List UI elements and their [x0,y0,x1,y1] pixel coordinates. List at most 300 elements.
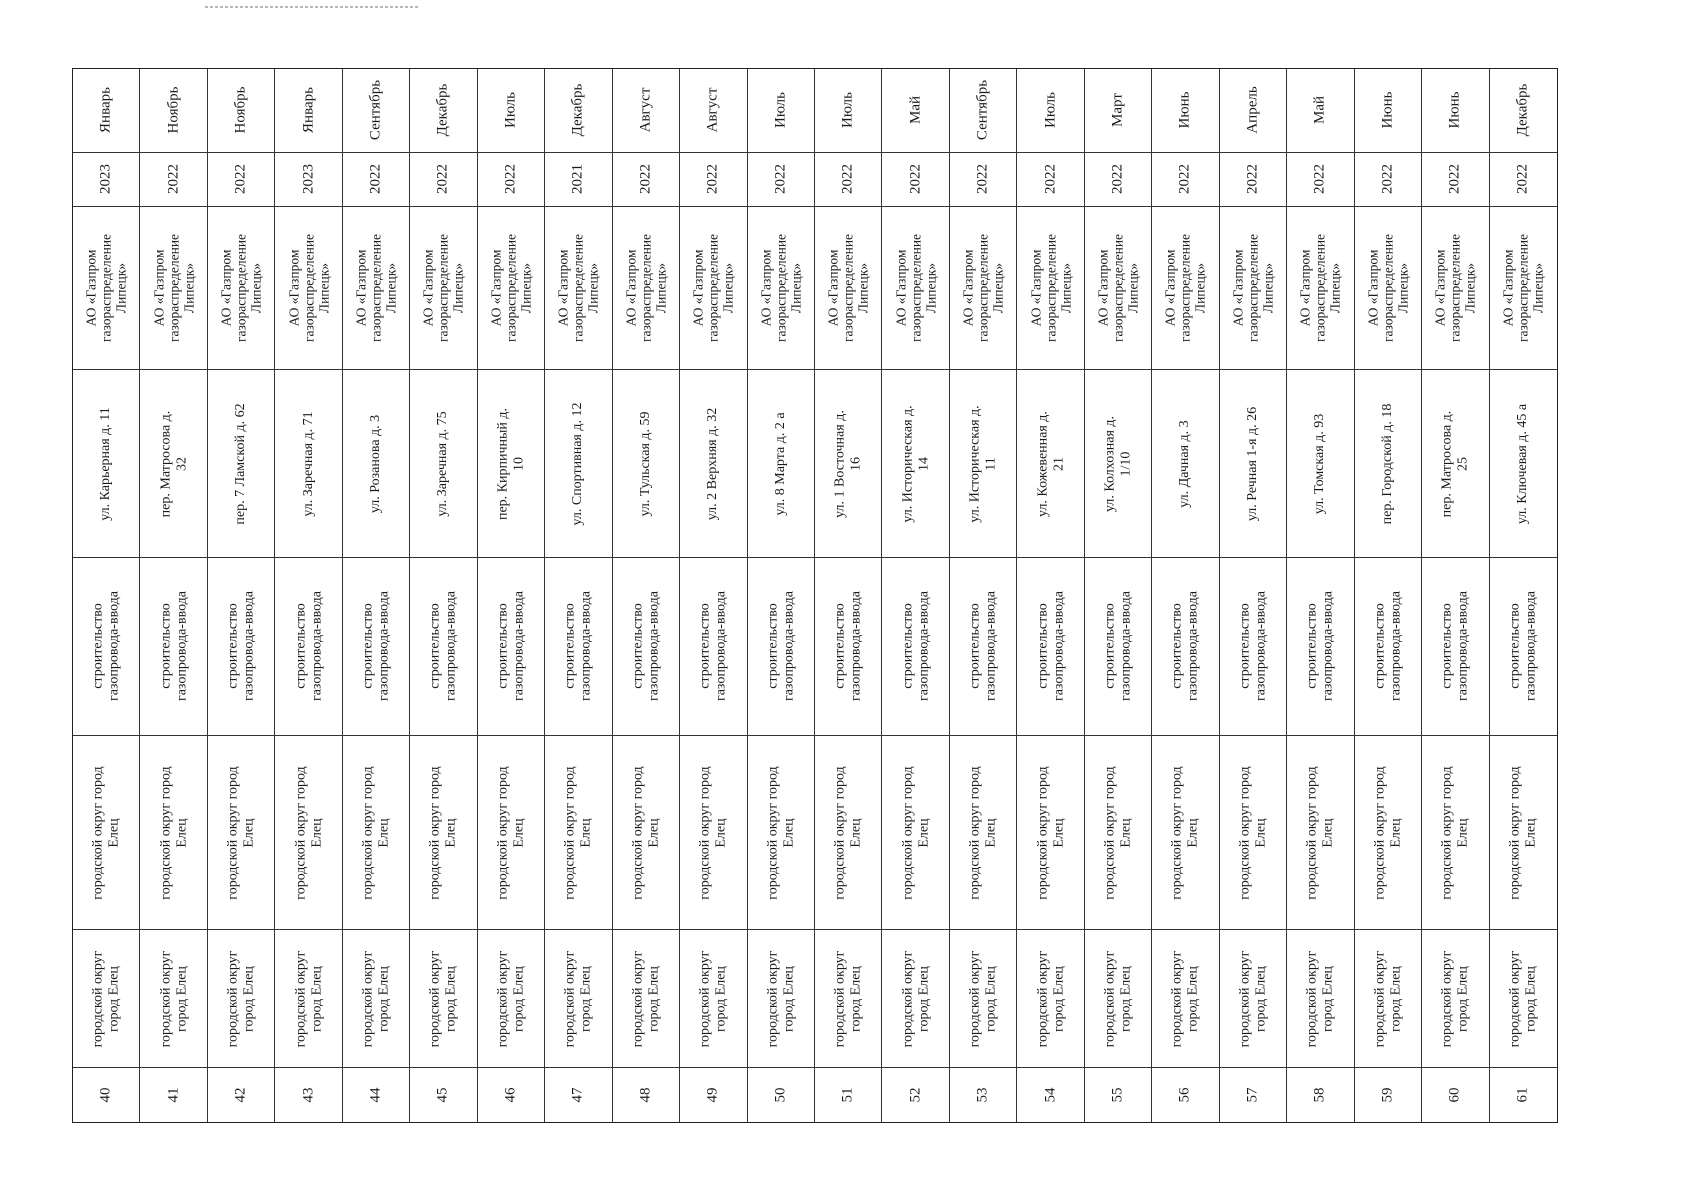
settlement-cell-text: городской округ город Елец [495,765,526,900]
work-type-cell [613,558,679,736]
table-row [680,69,747,1122]
address-cell [208,370,274,558]
settlement-cell-text: городской округ город Елец [292,765,324,900]
municipality-cell-text: городской округ город Елец [427,950,459,1048]
row-number-cell [140,1068,206,1122]
row-number-cell [882,1068,948,1122]
municipality-cell [882,930,948,1068]
row-number-cell-text: 47 [569,1087,586,1103]
settlement-cell [1355,736,1421,931]
settlement-cell [1490,736,1557,931]
row-number-cell-text: 61 [1514,1087,1531,1103]
organization-cell-text: АО «Газпром газораспределение Липецк» [1365,234,1411,343]
month-cell-text: Июнь [1446,91,1463,129]
settlement-cell-text: городской округ город Елец [360,765,392,900]
municipality-cell [680,930,746,1068]
work-type-cell [950,558,1016,736]
organization-cell [545,207,611,371]
work-type-cell-text: строительство газопровода-ввода [630,591,661,702]
month-cell-text: Сентябрь [367,80,384,141]
work-type-cell-text: строительство газопровода-ввода [765,591,796,702]
row-number-cell-text: 42 [232,1087,249,1103]
row-number-cell [545,1068,611,1122]
table-row [478,69,545,1122]
address-cell-text: ул. Историческая д. 11 [967,405,999,523]
organization-cell-text: АО «Газпром газораспределение Липецк» [218,234,264,343]
settlement-cell-text: городской округ город Елец [1237,765,1268,900]
organization-cell [613,207,679,371]
year-cell [410,153,476,207]
settlement-cell [1152,736,1218,931]
municipality-cell [1017,930,1083,1068]
year-cell-text: 2022 [1446,164,1463,195]
work-type-cell [140,558,206,736]
municipality-cell [140,930,206,1068]
address-cell-text: ул. Карьерная д. 11 [98,406,114,521]
municipality-cell [815,930,881,1068]
table-row [73,69,140,1122]
settlement-cell-text: городской округ город Елец [1304,765,1336,900]
address-cell [73,370,139,558]
row-number-cell [343,1068,409,1122]
municipality-cell [1220,930,1286,1068]
municipality-cell-text: городской округ город Елец [1439,950,1471,1048]
settlement-cell-text: городской округ город Елец [1439,765,1471,900]
year-cell [882,153,948,207]
month-cell [73,69,139,153]
organization-cell [208,207,274,371]
municipality-cell-text: городской округ город Елец [292,950,324,1048]
work-type-cell [882,558,948,736]
work-type-cell-text: строительство газопровода-ввода [427,591,459,702]
address-cell [950,370,1016,558]
settlement-cell-text: городской округ город Елец [1102,765,1134,900]
year-cell [275,153,341,207]
address-cell-text: ул. Заречная д. 71 [300,411,316,517]
row-number-cell [613,1068,679,1122]
settlement-cell-text: городской округ город Елец [630,765,661,900]
address-cell [410,370,476,558]
organization-cell [478,207,544,371]
month-cell [1017,69,1083,153]
address-cell [613,370,679,558]
settlement-cell-text: городской округ город Елец [899,765,931,900]
settlement-cell [208,736,274,931]
table-row [1287,69,1354,1122]
row-number-cell-text: 60 [1446,1087,1463,1103]
address-cell-text: ул. Речная 1-я д. 26 [1245,406,1261,521]
work-type-cell [1490,558,1557,736]
year-cell [140,153,206,207]
organization-cell-text: АО «Газпром газораспределение Липецк» [892,234,939,343]
year-cell [1017,153,1083,207]
address-cell [1422,370,1488,558]
settlement-cell [680,736,746,931]
settlement-cell [950,736,1016,931]
work-type-cell [343,558,409,736]
organization-cell-text: АО «Газпром газораспределение Липецк» [758,234,804,343]
table-row [343,69,410,1122]
row-number-cell-text: 56 [1177,1087,1194,1103]
month-cell-text: Июль [772,92,789,129]
year-cell-text: 2023 [300,164,317,195]
municipality-cell-text: городской округ город Елец [495,950,526,1048]
address-cell [1085,370,1151,558]
organization-cell [1287,207,1353,371]
year-cell-text: 2022 [1514,164,1531,195]
row-number-cell-text: 55 [1109,1087,1126,1103]
settlement-cell [815,736,881,931]
municipality-cell [343,930,409,1068]
work-type-cell [1220,558,1286,736]
year-cell-text: 2022 [1177,164,1194,195]
month-cell-text: Июль [1042,92,1059,129]
settlement-cell [1220,736,1286,931]
work-type-cell [478,558,544,736]
year-cell-text: 2022 [502,164,519,195]
work-type-cell [208,558,274,736]
municipality-cell-text: городской округ город Елец [832,950,864,1048]
address-cell [343,370,409,558]
table-row [1152,69,1219,1122]
municipality-cell [1085,930,1151,1068]
work-type-cell-text: строительство газопровода-ввода [1372,591,1403,702]
organization-cell-text: АО «Газпром газораспределение Липецк» [690,234,736,343]
month-cell-text: Август [704,88,721,133]
table-row [545,69,612,1122]
settlement-cell [545,736,611,931]
table-row [410,69,477,1122]
organization-cell-text: АО «Газпром газораспределение Липецк» [1095,234,1141,343]
settlement-cell [275,736,341,931]
settlement-cell [1085,736,1151,931]
month-cell [748,69,814,153]
month-cell-text: Ноябрь [165,86,182,134]
settlement-cell-text: городской округ город Елец [1507,765,1539,900]
row-number-cell [478,1068,544,1122]
settlement-cell-text: городской округ город Елец [225,765,257,900]
year-cell [1422,153,1488,207]
settlement-cell [343,736,409,931]
row-number-cell [680,1068,746,1122]
settlement-cell-text: городской округ город Елец [765,765,796,900]
table-row [1220,69,1287,1122]
organization-cell-text: АО «Газпром газораспределение Липецк» [1297,234,1343,343]
work-type-cell-text: строительство газопровода-ввода [292,591,324,702]
table-row [1422,69,1489,1122]
work-type-cell [1085,558,1151,736]
month-cell-text: Август [637,88,654,133]
municipality-cell-text: городской округ город Елец [765,950,796,1048]
month-cell-text: Июль [839,92,856,129]
settlement-cell-text: городской округ город Елец [427,765,459,900]
work-type-cell-text: строительство газопровода-ввода [495,591,526,702]
month-cell-text: Декабрь [435,84,452,137]
municipality-cell [545,930,611,1068]
year-cell-text: 2022 [1379,164,1396,195]
settlement-cell [882,736,948,931]
year-cell [680,153,746,207]
settlement-cell-text: городской округ город Елец [562,765,594,900]
row-number-cell-text: 44 [367,1087,384,1103]
row-number-cell [275,1068,341,1122]
organization-cell [1355,207,1421,371]
table-row [950,69,1017,1122]
address-cell-text: пер. Городской д. 18 [1379,403,1395,525]
month-cell [1085,69,1151,153]
row-number-cell [1220,1068,1286,1122]
month-cell [815,69,881,153]
row-number-cell-text: 50 [772,1087,789,1103]
row-number-cell-text: 59 [1379,1087,1396,1103]
row-number-cell-text: 49 [704,1087,721,1103]
month-cell [680,69,746,153]
row-number-cell [1490,1068,1557,1122]
address-cell-text: пер. Кирпичный д. 10 [495,407,526,520]
address-cell-text: ул. Спортивная д. 12 [570,402,586,526]
municipality-cell-text: городской округ город Елец [1034,950,1066,1048]
month-cell-text: Май [1311,96,1328,125]
address-cell-text: ул. Заречная д. 75 [435,411,451,517]
settlement-cell [748,736,814,931]
row-number-cell-text: 57 [1244,1087,1261,1103]
organization-cell [1152,207,1218,371]
work-type-cell-text: строительство газопровода-ввода [1169,591,1201,702]
work-type-cell-text: строительство газопровода-ввода [562,591,594,702]
year-cell [73,153,139,207]
table-row [208,69,275,1122]
organization-cell-text: АО «Газпром газораспределение Липецк» [555,234,601,343]
table-row [1355,69,1422,1122]
table-row [613,69,680,1122]
month-cell-text: Декабрь [1514,84,1531,137]
address-cell-text: ул. Томская д. 93 [1312,413,1328,515]
settlement-cell [410,736,476,931]
address-cell [882,370,948,558]
municipality-cell [1490,930,1557,1068]
organization-cell [748,207,814,371]
row-number-cell-text: 48 [637,1087,654,1103]
work-type-cell [545,558,611,736]
organization-cell [73,207,139,371]
month-cell [478,69,544,153]
address-cell [478,370,544,558]
organization-cell-text: АО «Газпром газораспределение Липецк» [623,234,669,343]
year-cell-text: 2023 [97,164,114,195]
year-cell [748,153,814,207]
address-cell-text: пер. Матросова д. 25 [1439,410,1471,518]
work-type-cell-text: строительство газопровода-ввода [90,591,122,702]
organization-cell [275,207,341,371]
row-number-cell [815,1068,881,1122]
settlement-cell-text: городской округ город Елец [967,765,999,900]
address-cell [748,370,814,558]
address-cell-text: ул. Ключевая д. 45 а [1515,403,1531,524]
settlement-cell-text: городской округ город Елец [697,765,729,900]
address-cell [815,370,881,558]
month-cell [1490,69,1557,153]
year-cell-text: 2022 [367,164,384,195]
year-cell [343,153,409,207]
address-cell-text: пер. 7 Ламской д. 62 [233,403,249,525]
organization-cell [410,207,476,371]
municipality-cell-text: городской округ город Елец [1102,950,1134,1048]
month-cell [1287,69,1353,153]
settlement-cell [1017,736,1083,931]
work-type-cell-text: строительство газопровода-ввода [1102,591,1134,702]
address-cell-text: ул. Тульская д. 59 [638,411,654,517]
work-type-cell-text: строительство газопровода-ввода [1304,591,1336,702]
organization-cell [140,207,206,371]
organization-cell-text: АО «Газпром газораспределение Липецк» [1162,234,1209,343]
work-type-cell [73,558,139,736]
settlement-cell-text: городской округ город Елец [1034,765,1066,900]
municipality-cell [478,930,544,1068]
address-cell-text: ул. Дачная д. 3 [1177,420,1193,508]
organization-cell [815,207,881,371]
month-cell-text: Июнь [1379,91,1396,129]
work-type-cell-text: строительство газопровода-ввода [158,591,189,702]
address-cell [545,370,611,558]
row-number-cell [1152,1068,1218,1122]
organization-cell-text: АО «Газпром газораспределение Липецк» [151,234,197,343]
year-cell-text: 2022 [637,164,654,195]
table-row [1017,69,1084,1122]
year-cell [1490,153,1557,207]
year-cell [815,153,881,207]
settlement-cell [1422,736,1488,931]
year-cell [478,153,544,207]
settlement-cell-text: городской округ город Елец [1169,765,1201,900]
month-cell-text: Январь [97,87,114,134]
address-cell-text: ул. 1 Восточная д. 16 [832,409,864,518]
address-cell [275,370,341,558]
settlement-cell [613,736,679,931]
municipality-cell [1355,930,1421,1068]
month-cell [410,69,476,153]
work-type-cell [1287,558,1353,736]
month-cell [1355,69,1421,153]
table-row [275,69,342,1122]
data-table [72,68,1558,1123]
row-number-cell [73,1068,139,1122]
table-row [1085,69,1152,1122]
municipality-cell [410,930,476,1068]
settlement-cell [478,736,544,931]
work-type-cell-text: строительство газопровода-ввода [225,591,257,702]
organization-cell-text: АО «Газпром газораспределение Липецк» [83,234,129,343]
month-cell-text: Сентябрь [974,80,991,141]
row-number-cell-text: 46 [502,1087,519,1103]
year-cell-text: 2022 [839,164,856,195]
organization-cell-text: АО «Газпром газораспределение Липецк» [1027,234,1074,343]
year-cell [950,153,1016,207]
row-number-cell-text: 45 [435,1087,452,1103]
month-cell [140,69,206,153]
work-type-cell [1355,558,1421,736]
year-cell [1220,153,1286,207]
row-number-cell [950,1068,1016,1122]
month-cell [208,69,274,153]
year-cell [1287,153,1353,207]
address-cell-text: пер. Матросова д. 32 [158,410,189,518]
year-cell [1355,153,1421,207]
municipality-cell [613,930,679,1068]
organization-cell-text: АО «Газпром газораспределение Липецк» [1230,234,1276,343]
organization-cell-text: АО «Газпром газораспределение Липецк» [420,234,467,343]
row-number-cell-text: 51 [839,1087,856,1103]
row-number-cell-text: 41 [165,1087,182,1103]
month-cell [950,69,1016,153]
row-number-cell [1287,1068,1353,1122]
year-cell-text: 2022 [1042,164,1059,195]
organization-cell [1490,207,1557,371]
organization-cell [1017,207,1083,371]
organization-cell-text: АО «Газпром газораспределение Липецк» [353,234,399,343]
work-type-cell-text: строительство газопровода-ввода [899,591,931,702]
row-number-cell [208,1068,274,1122]
table-row [140,69,207,1122]
month-cell-text: Апрель [1244,86,1261,135]
work-type-cell-text: строительство газопровода-ввода [1034,591,1066,702]
address-cell [1355,370,1421,558]
month-cell [343,69,409,153]
organization-cell [950,207,1016,371]
organization-cell-text: АО «Газпром газораспределение Липецк» [285,234,332,343]
month-cell [1422,69,1488,153]
municipality-cell-text: городской округ город Елец [1507,950,1539,1048]
work-type-cell-text: строительство газопровода-ввода [697,591,729,702]
municipality-cell-text: городской округ город Елец [562,950,594,1048]
month-cell-text: Ноябрь [232,86,249,134]
organization-cell [343,207,409,371]
municipality-cell [1287,930,1353,1068]
municipality-cell-text: городской округ город Елец [967,950,999,1048]
address-cell-text: ул. Историческая д. 14 [899,405,931,523]
scan-artifact [205,6,420,8]
work-type-cell [1017,558,1083,736]
month-cell [275,69,341,153]
municipality-cell-text: городской округ город Елец [1237,950,1268,1048]
municipality-cell-text: городской округ город Елец [630,950,661,1048]
municipality-cell-text: городской округ город Елец [1169,950,1201,1048]
organization-cell-text: АО «Газпром газораспределение Липецк» [1500,234,1546,343]
settlement-cell-text: городской округ город Елец [832,765,864,900]
work-type-cell-text: строительство газопровода-ввода [967,591,999,702]
municipality-cell [1152,930,1218,1068]
work-type-cell [1152,558,1218,736]
row-number-cell-text: 40 [97,1087,114,1103]
municipality-cell [950,930,1016,1068]
row-number-cell [410,1068,476,1122]
table-row [815,69,882,1122]
table-row [1490,69,1557,1122]
organization-cell [1085,207,1151,371]
organization-cell-text: АО «Газпром газораспределение Липецк» [1432,234,1478,343]
work-type-cell-text: строительство газопровода-ввода [1237,591,1268,702]
settlement-cell-text: городской округ город Елец [1372,765,1403,900]
municipality-cell [748,930,814,1068]
month-cell [1152,69,1218,153]
settlement-cell [1287,736,1353,931]
month-cell-text: Май [907,96,924,125]
work-type-cell-text: строительство газопровода-ввода [360,591,392,702]
year-cell-text: 2022 [772,164,789,195]
work-type-cell-text: строительство газопровода-ввода [1439,591,1471,702]
row-number-cell [1355,1068,1421,1122]
address-cell [1287,370,1353,558]
municipality-cell-text: городской округ город Елец [697,950,729,1048]
